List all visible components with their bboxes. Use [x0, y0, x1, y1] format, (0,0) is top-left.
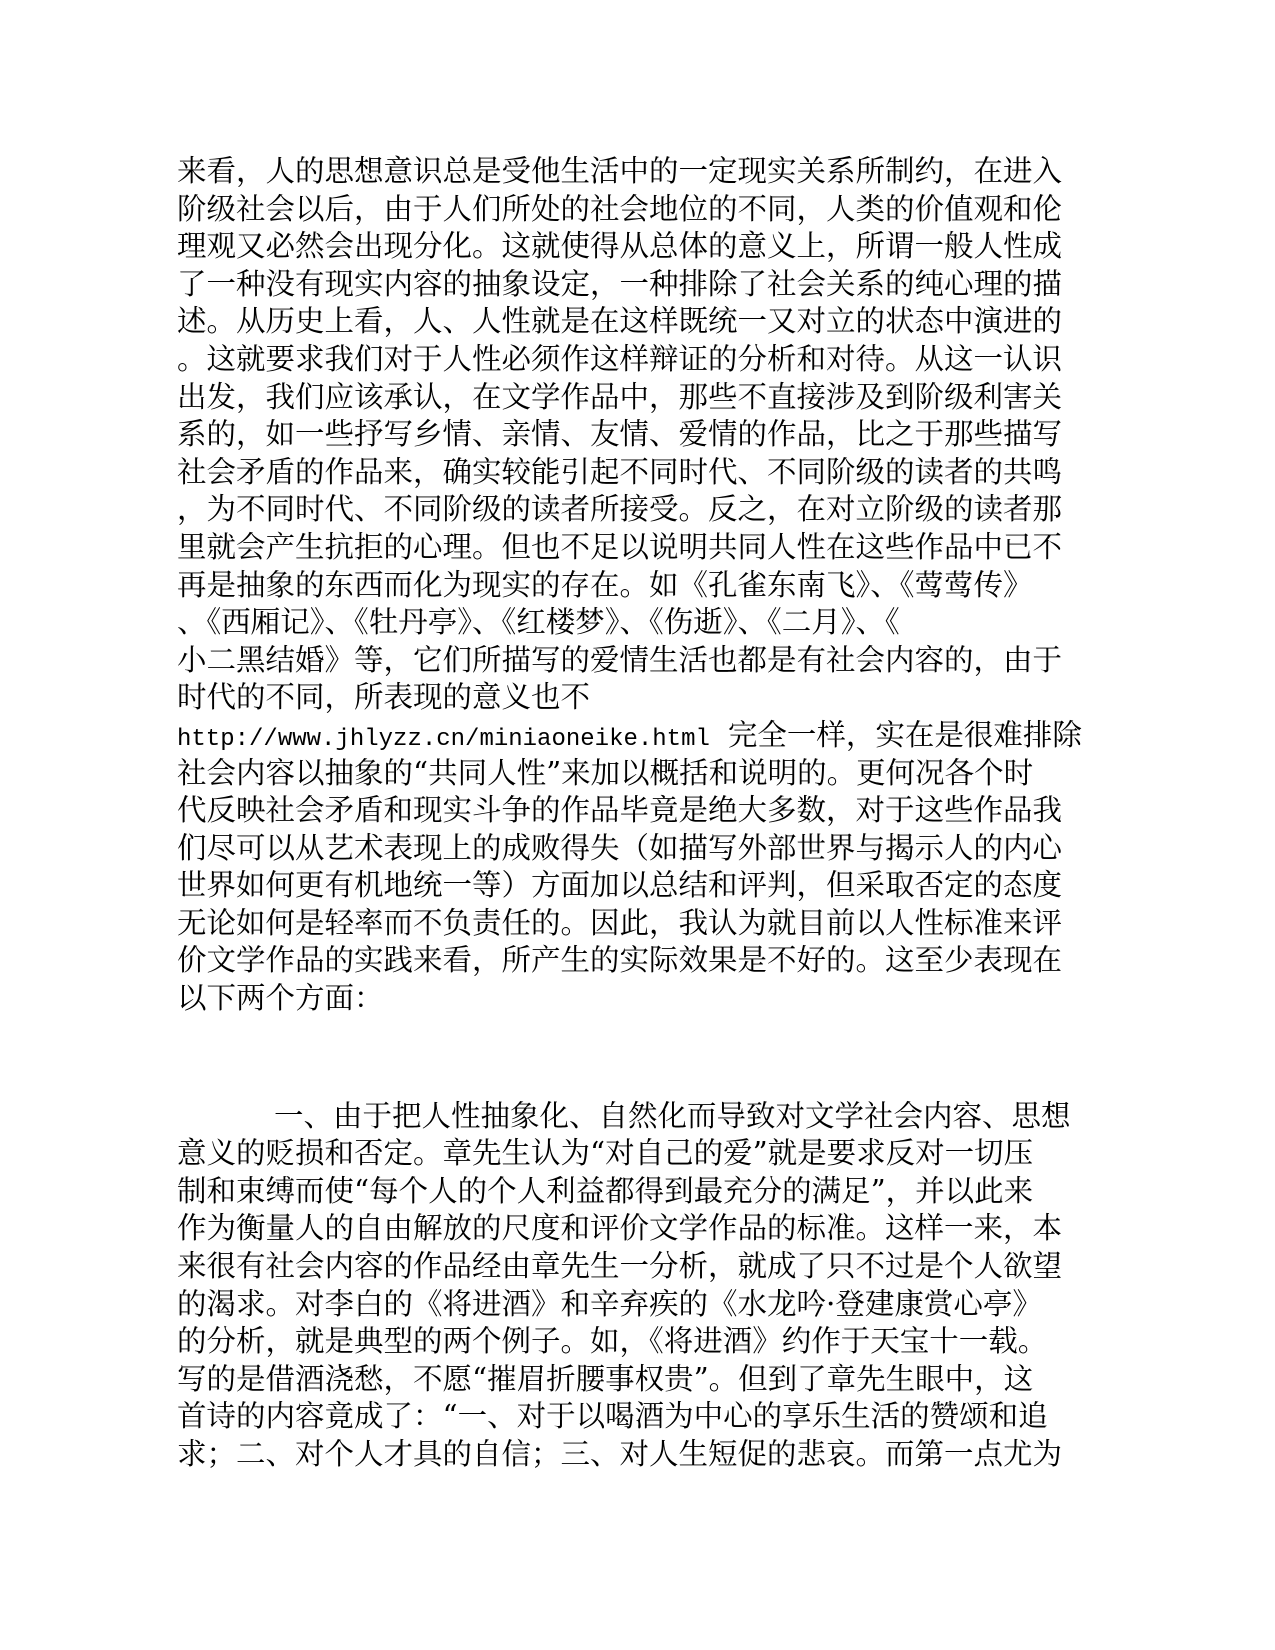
text-line: 、《西厢记》、《牡丹亭》、《红楼梦》、《伤逝》、《二月》、《: [177, 605, 900, 640]
text-line: ，为不同时代、不同阶级的读者所接受。反之，在对立阶级的读者那: [177, 492, 1063, 527]
text-line: 小二黑结婚》等，它们所描写的爱情生活也都是有社会内容的，由于: [177, 642, 1063, 677]
text-line: 一、由于把人性抽象化、自然化而导致对文学社会内容、思想: [274, 1098, 1071, 1133]
text-line: 以下两个方面：: [177, 981, 384, 1016]
text-line: 首诗的内容竟成了：“一、对于以喝酒为中心的享乐生活的赞颂和追: [177, 1399, 1048, 1434]
text-line: 代反映社会矛盾和现实斗争的作品毕竟是绝大多数，对于这些作品我: [177, 793, 1063, 828]
text-line: 无论如何是轻率而不负责任的。因此，我认为就目前以人性标准来评: [177, 905, 1063, 940]
text-line: 世界如何更有机地统一等）方面加以总结和评判，但采取否定的态度: [177, 868, 1063, 903]
text-line: 了一种没有现实内容的抽象设定，一种排除了社会关系的纯心理的描: [177, 266, 1063, 301]
text-line: 再是抽象的东西而化为现实的存在。如《孔雀东南飞》、《莺莺传》: [177, 567, 1033, 602]
text-line: 们尽可以从艺术表现上的成败得失（如描写外部世界与揭示人的内心: [177, 830, 1063, 865]
text-line: 写的是借酒浇愁，不愿“摧眉折腰事权贵”。但到了章先生眼中，这: [177, 1361, 1034, 1396]
text-line: 社会矛盾的作品来，确实较能引起不同时代、不同阶级的读者的共鸣: [177, 454, 1063, 489]
text-line: 的渴求。对李白的《将进酒》和辛弃疾的《水龙吟·登建康赏心亭》: [177, 1286, 1042, 1321]
text-line: 来看，人的思想意识总是受他生活中的一定现实关系所制约，在进入: [177, 154, 1063, 188]
text-line: 。这就要求我们对于人性必须作这样辩证的分析和对待。从这一认识: [177, 341, 1063, 376]
text-line: 阶级社会以后，由于人们所处的社会地位的不同，人类的价值观和伦: [177, 191, 1063, 226]
text-line: 时代的不同，所表现的意义也不: [177, 680, 591, 715]
text-line: 意义的贬损和否定。章先生认为“对自己的爱”就是要求反对一切压: [177, 1136, 1034, 1171]
text-line: 的分析，就是典型的两个例子。如，《将进酒》约作于天宝十一载。: [177, 1324, 1048, 1359]
text-line: 述。从历史上看，人、人性就是在这样既统一又对立的状态中演进的: [177, 304, 1063, 339]
document-body: [177, 153, 1082, 1474]
text-line-with-url: [177, 717, 1082, 755]
url-text: http://www.jhlyzz.cn/miniaoneike.html: [177, 725, 710, 753]
text-line: 来很有社会内容的作品经由章先生一分析，就成了只不过是个人欲望: [177, 1249, 1063, 1284]
text-line: 价文学作品的实践来看，所产生的实际效果是不好的。这至少表现在: [177, 943, 1063, 978]
text-line: 理观又必然会出现分化。这就使得从总体的意义上，所谓一般人性成: [177, 229, 1063, 264]
text-line: 制和束缚而使“每个人的个人利益都得到最充分的满足”，并以此来: [177, 1173, 1034, 1208]
text-line: 社会内容以抽象的“共同人性”来加以概括和说明的。更何况各个时: [177, 755, 1034, 790]
text-line: 系的，如一些抒写乡情、亲情、友情、爱情的作品，比之于那些描写: [177, 417, 1063, 452]
text-line: 作为衡量人的自由解放的尺度和评价文学作品的标准。这样一来，本: [177, 1211, 1063, 1246]
text-after-url: 完全一样，实在是很难排除: [727, 717, 1082, 752]
text-line: 出发，我们应该承认，在文学作品中，那些不直接涉及到阶级利害关: [177, 379, 1063, 414]
paragraph-gap: [177, 1018, 1067, 1098]
text-line: 求；二、对个人才具的自信；三、对人生短促的悲哀。而第一点尤为: [177, 1437, 1063, 1471]
text-line: 里就会产生抗拒的心理。但也不足以说明共同人性在这些作品中已不: [177, 529, 1063, 564]
